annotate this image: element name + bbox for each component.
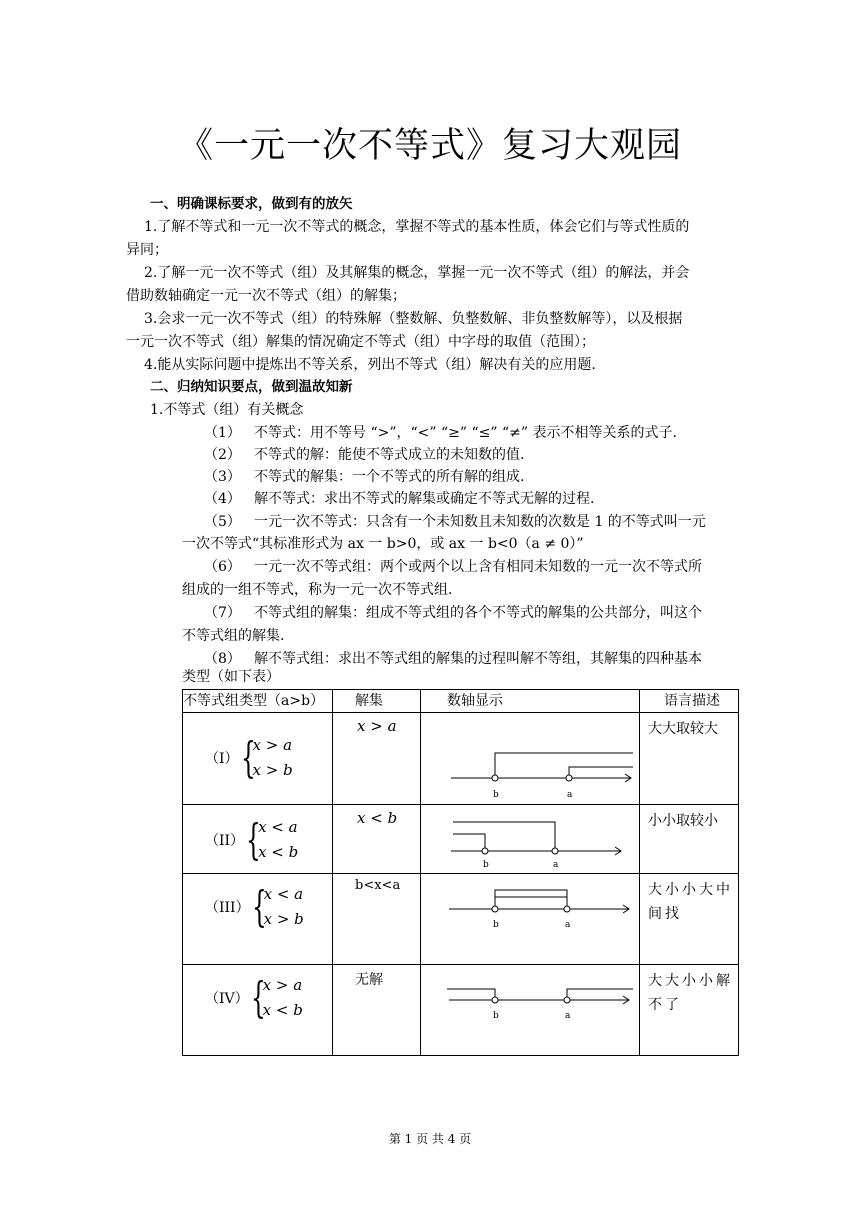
s1-item3-line1: 3.会求一元一次不等式（组）的特殊解（整数解、负整数解、非负整数解等），以及根据 bbox=[144, 311, 683, 327]
solution-set: x > a bbox=[357, 717, 397, 735]
point-2: （2） 不等式的解：能使不等式成立的未知数的值. bbox=[204, 447, 525, 463]
language-description: 大小小大中间找 bbox=[648, 882, 733, 922]
header-solution: 解集 bbox=[333, 690, 421, 713]
solution-types-table bbox=[182, 689, 739, 1056]
axis-label-b: b bbox=[483, 860, 489, 870]
s1-item4-line1: 4.能从实际问题中提炼出不等关系，列出不等式（组）解决有关的应用题. bbox=[144, 357, 596, 373]
inequality-system: （III） { x < a x > b bbox=[205, 882, 304, 931]
brace-icon: { bbox=[246, 815, 261, 864]
axis-label-b: b bbox=[493, 1011, 499, 1021]
page-title: 《一元一次不等式》复习大观园 bbox=[177, 126, 682, 166]
s1-item1-line1: 1.了解不等式和一元一次不等式的概念，掌握不等式的基本性质，体会它们与等式性质的 bbox=[144, 219, 690, 235]
brace-icon: { bbox=[250, 973, 266, 1022]
language-description: 大大取较大 bbox=[648, 721, 718, 737]
table-row bbox=[183, 713, 739, 805]
language-description: 小小取较小 bbox=[648, 813, 718, 829]
brace-icon: { bbox=[240, 733, 256, 782]
axis-label-b: b bbox=[493, 920, 499, 930]
inequality-system: （II） { x < a x < b bbox=[205, 815, 299, 864]
table-row bbox=[183, 805, 739, 874]
axis-label-a: a bbox=[565, 920, 571, 930]
solution-set: x < b bbox=[357, 809, 398, 827]
section2-heading: 二、归纳知识要点，做到温故知新 bbox=[150, 379, 353, 395]
point-3: （3） 不等式的解集：一个不等式的所有解的组成. bbox=[204, 469, 525, 485]
s1-item2-line2: 借助数轴确定一元一次不等式（组）的解集； bbox=[126, 288, 406, 304]
s1-item3-line2: 一元一次不等式（组）解集的情况确定不等式（组）中字母的取值（范围）； bbox=[126, 334, 595, 350]
language-description: 大大小小解不了 bbox=[648, 973, 733, 1013]
axis-label-a: a bbox=[565, 1011, 571, 1021]
point-7: （7） 不等式组的解集：组成不等式组的各个不等式的解集的公共部分，叫这个 bbox=[204, 605, 702, 621]
solution-set: b<x<a bbox=[355, 878, 401, 893]
table-header-row bbox=[183, 690, 739, 713]
point-8-cont: 类型（如下表） bbox=[182, 669, 280, 685]
solution-set: 无解 bbox=[355, 972, 383, 988]
axis-label-a: a bbox=[553, 860, 559, 870]
number-line-diagram bbox=[421, 965, 639, 1055]
page-footer: 第 1 页 共 4 页 bbox=[388, 1132, 472, 1146]
inequality-system: （IV） { x > a x < b bbox=[205, 973, 303, 1022]
section2-sub: 1.不等式（组）有关概念 bbox=[150, 402, 304, 418]
number-line-diagram bbox=[421, 874, 639, 964]
number-line-diagram bbox=[421, 713, 639, 804]
axis-label-b: b bbox=[493, 790, 499, 800]
header-type: 不等式组类型（a>b） bbox=[183, 690, 333, 713]
number-line-diagram bbox=[421, 805, 639, 873]
inequality-system: （I） { x > a x > b bbox=[205, 733, 293, 782]
s1-item2-line1: 2.了解一元一次不等式（组）及其解集的概念，掌握一元一次不等式（组）的解法，并会 bbox=[144, 265, 690, 281]
point-4: （4） 解不等式：求出不等式的解集或确定不等式无解的过程. bbox=[204, 491, 595, 507]
brace-icon: { bbox=[251, 882, 267, 931]
point-7-cont: 不等式组的解集. bbox=[182, 628, 285, 644]
point-5-cont: 一次不等式“其标准形式为 ax 一 b>0，或 ax 一 b<0（a ≠ 0）” bbox=[182, 536, 584, 552]
point-6: （6） 一元一次不等式组：两个或两个以上含有相同未知数的一元一次不等式所 bbox=[204, 559, 702, 575]
header-axis: 数轴显示 bbox=[421, 690, 640, 713]
point-5: （5） 一元一次不等式：只含有一个未知数且未知数的次数是 1 的不等式叫一元 bbox=[204, 514, 706, 530]
table-row bbox=[183, 965, 739, 1056]
point-1: （1） 不等式：用不等号 “>”，“<” “≥” “≤” “≠” 表示不相等关系的式子. bbox=[204, 425, 677, 441]
point-6-cont: 组成的一组不等式，称为一元一次不等式组. bbox=[182, 582, 453, 598]
axis-label-a: a bbox=[567, 790, 573, 800]
table-row bbox=[183, 874, 739, 965]
header-desc: 语言描述 bbox=[640, 690, 739, 713]
point-8: （8） 解不等式组：求出不等式组的解集的过程叫解不等组，其解集的四种基本 bbox=[204, 651, 702, 667]
s1-item1-line2: 异同； bbox=[126, 242, 168, 258]
section1-heading: 一、明确课标要求，做到有的放矢 bbox=[150, 196, 353, 212]
